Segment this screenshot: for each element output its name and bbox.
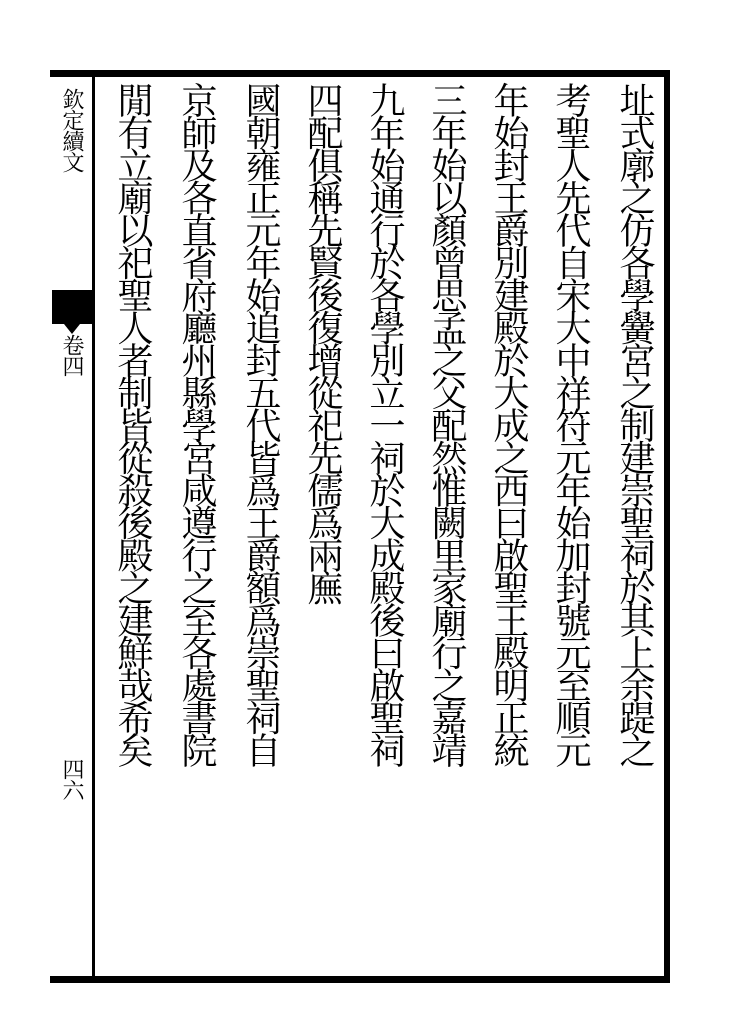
margin-folio: 四六 [59, 758, 84, 800]
text-column-9: 閒有立廟以祀聖人者制皆從殺後殿之建鮮哉希矣 [112, 82, 153, 765]
text-column-6: 四配俱稱先賢後復增從祀先儒爲兩廡 [302, 82, 343, 602]
margin-volume: 卷四 [59, 334, 84, 376]
text-column-3: 年始封王爵別建殿於大成之西曰啟聖王殿明正統 [488, 82, 529, 765]
text-column-7: 國朝雍正元年始追封五代皆爲王爵額爲崇聖祠自 [240, 82, 281, 765]
margin-strip [50, 82, 92, 982]
text-column-4: 三年始以顏曾思孟之父配然惟闕里家廟行之嘉靖 [426, 82, 467, 765]
text-column-5: 九年始通行於各學別立一祠於大成殿後曰啟聖祠 [364, 82, 405, 765]
text-column-8: 京師及各直省府廳州縣學宮咸遵行之至各處書院 [176, 82, 217, 765]
text-column-2: 考聖人先代自宋大中祥符元年始加封號元至順元 [550, 82, 591, 765]
margin-title: 欽定續文 [59, 88, 84, 172]
fish-tail-mark [52, 290, 92, 324]
top-border [50, 70, 670, 77]
right-border [664, 70, 670, 983]
text-column-1: 址式廓之仿各學黌宮之制建崇聖祠於其上余踶之 [614, 82, 655, 765]
margin-divider [92, 77, 95, 976]
